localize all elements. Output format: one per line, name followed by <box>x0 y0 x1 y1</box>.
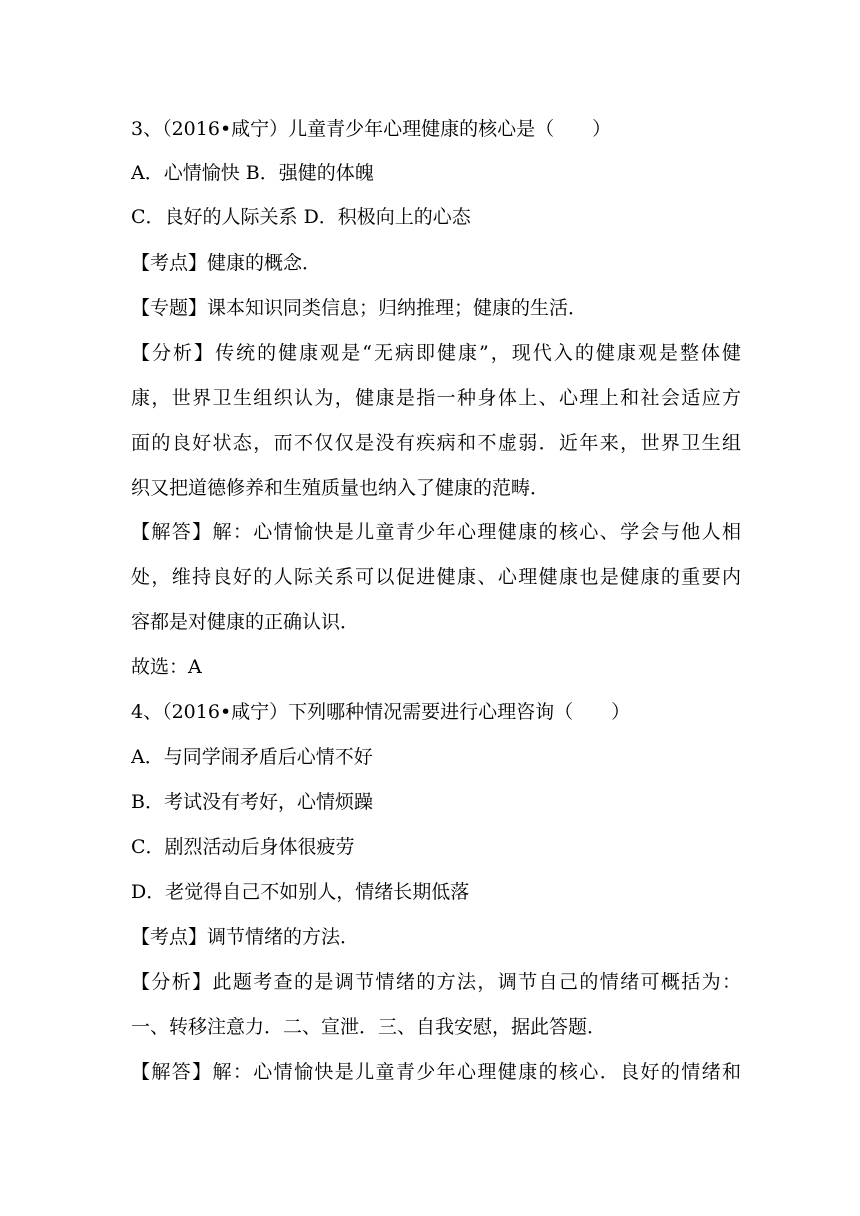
kaodian-label: 【考点】 <box>131 252 208 274</box>
fenxi-label: 【分析】 <box>131 342 216 364</box>
q4-stem: 4、（2016•咸宁）下列哪种情况需要进行心理咨询（ ） <box>131 701 631 723</box>
q3-zhuanti <box>131 295 741 321</box>
kaodian-text: 健康的概念． <box>207 252 322 274</box>
zhuanti-text: 课本知识同类信息；归纳推理；健康的生活． <box>207 297 588 319</box>
fenxi-text: 此题考查的是调节情绪的方法，调节自己的情绪可概括为： <box>212 971 741 993</box>
q3-answer: 故选：A <box>131 656 202 678</box>
zhuanti-label: 【专题】 <box>131 297 208 319</box>
q4-option-c: C．剧烈活动后身体很疲劳 <box>131 836 355 858</box>
jieda-label: 【解答】 <box>131 521 213 543</box>
q3-options-ab: A．心情愉快 B．强健的体魄 <box>131 162 374 184</box>
q3-jieda-line1 <box>131 519 741 545</box>
jieda-text: 解：心情愉快是儿童青少年心理健康的核心、学会与他人相 <box>212 521 741 543</box>
q4-jieda-line1 <box>131 1059 741 1085</box>
jieda-label: 【解答】 <box>131 1061 213 1083</box>
q4-kaodian <box>131 924 741 950</box>
q4-option-a: A．与同学闹矛盾后心情不好 <box>131 746 373 768</box>
fenxi-text: 传统的健康观是“无病即健康”，现代入的健康观是整体健 <box>215 342 741 364</box>
jieda-text: 解：心情愉快是儿童青少年心理健康的核心．良好的情绪和 <box>212 1061 741 1083</box>
q3-jieda-line2: 处，维持良好的人际关系可以促进健康、心理健康也是健康的重要内 <box>131 566 741 588</box>
q4-fenxi-line2: 一、转移注意力．二、宣泄．三、自我安慰，据此答题． <box>131 1016 607 1038</box>
q3-fenxi-line3: 面的良好状态，而不仅仅是没有疾病和不虚弱．近年来，世界卫生组 <box>131 432 741 454</box>
fenxi-label: 【分析】 <box>131 971 213 993</box>
kaodian-label: 【考点】 <box>131 926 208 948</box>
q3-options-cd: C．良好的人际关系 D．积极向上的心态 <box>131 206 471 228</box>
q3-jieda-line3: 容都是对健康的正确认识． <box>131 611 360 633</box>
kaodian-text: 调节情绪的方法． <box>207 926 360 948</box>
q3-fenxi-line4: 织又把道德修养和生殖质量也纳入了健康的范畴． <box>131 477 550 499</box>
q4-fenxi-line1 <box>131 969 741 995</box>
q3-stem: 3、（2016•咸宁）儿童青少年心理健康的核心是（ ） <box>131 118 612 140</box>
q3-kaodian <box>131 250 741 276</box>
q3-fenxi-line1 <box>131 340 741 366</box>
q4-option-b: B．考试没有考好，心情烦躁 <box>131 791 373 813</box>
q4-option-d: D．老觉得自己不如别人，情绪长期低落 <box>131 881 470 903</box>
q3-fenxi-line2: 康，世界卫生组织认为，健康是指一种身体上、心理上和社会适应方 <box>131 387 741 409</box>
